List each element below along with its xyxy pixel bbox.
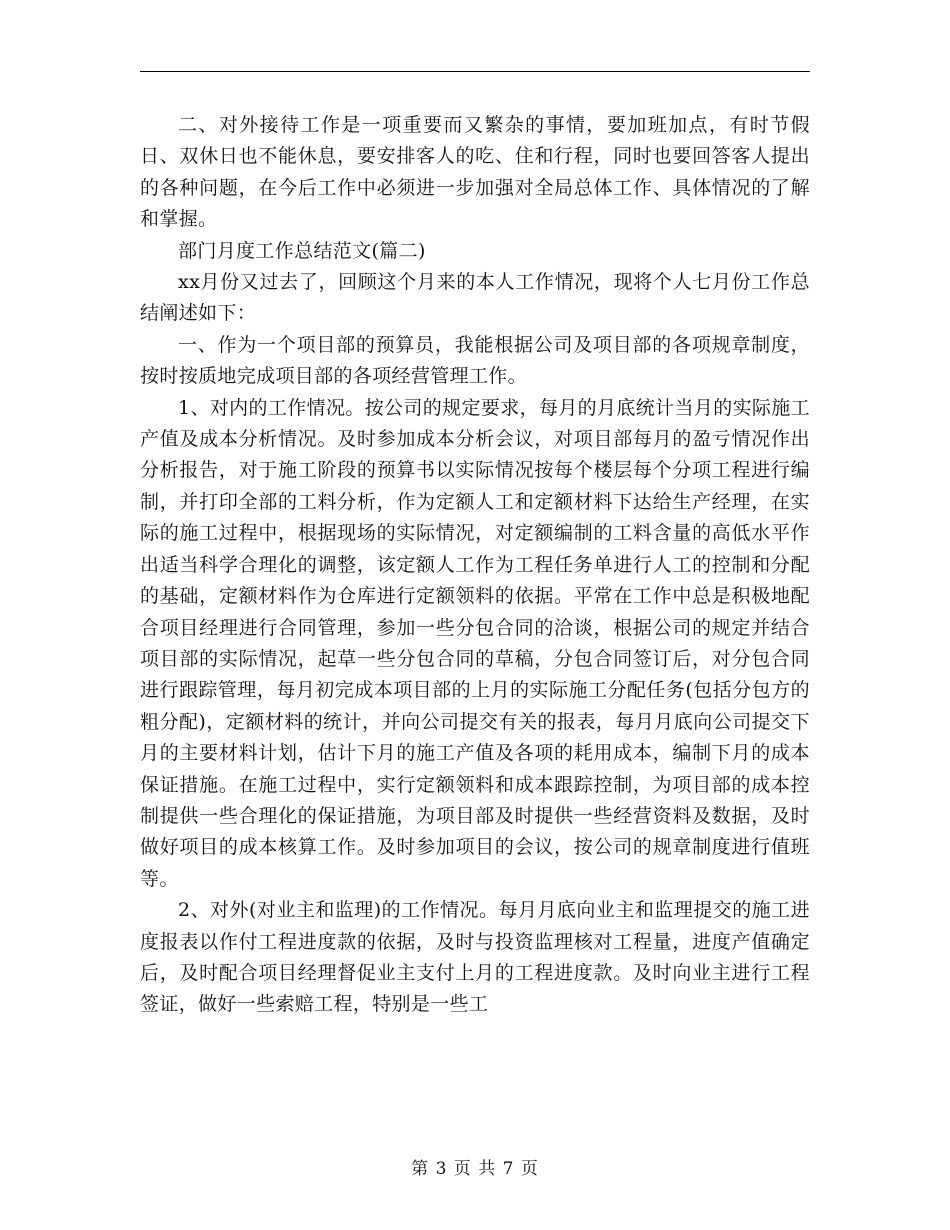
paragraph-external-work: 2、对外(对业主和监理)的工作情况。每月月底向业主和监理提交的施工进度报表以作付工程进度款的依据，及时与投资监理核对工程量，进度产值确定后，及时配合项目经理督促业主支付上月的工程进度款。及时向业主进行工程签证，做好一些索赔工程，特别是一些工 [140, 899, 810, 1016]
paragraph-reception-work: 二、对外接待工作是一项重要而又繁杂的事情，要加班加点，有时节假日、双休日也不能休息，要安排客人的吃、住和行程，同时也要回答客人提出的各种问题，在今后工作中必须进一步加强对全局总体工作、具体情况的了解和掌握。 [140, 114, 810, 231]
paragraph-role: 一、作为一个项目部的预算员，我能根据公司及项目部的各项规章制度，按时按质地完成项目部的各项经营管理工作。 [140, 333, 810, 388]
paragraph-intro: xx月份又过去了，回顾这个月来的本人工作情况，现将个人七月份工作总结阐述如下： [140, 271, 810, 325]
page-number-footer: 第 3 页 共 7 页 [411, 1159, 539, 1179]
document-body [140, 110, 810, 1021]
header-rule [140, 71, 810, 72]
section-heading: 部门月度工作总结范文(篇二) [178, 239, 426, 262]
paragraph-internal-work: 1、对内的工作情况。按公司的规定要求，每月的月底统计当月的实际施工产值及成本分析情况。及时参加成本分析会议，对项目部每月的盈亏情况作出分析报告，对于施工阶段的预算书以实际情况按每个楼层每个分项工程进行编制，并打印全部的工料分析，作为定额人工和定额材料下达给生产经理，在实际的施工过程中，根据现场的实际情况，对定额编制的工料含量的高低水平作出适当科学合理化的调整，该定额人工作为工程任务单进行人工的控制和分配的基础，定额材料作为仓库进行定额领料的依据。平常在工作中总是积极地配合项目经理进行合同管理，参加一些分包合同的洽谈，根据公司的规定并结合项目部的实际情况，起草一些分包合同的草稿，分包合同签订后，对分包合同进行跟踪管理，每月初完成本项目部的上月的实际施工分配任务(包括分包方的粗分配)，定额材料的统计，并向公司提交有关的报表，每月月底向公司提交下月的主要材料计划，估计下月的施工产值及各项的耗用成本，编制下月的成本保证措施。在施工过程中，实行定额领料和成本跟踪控制，为项目部的成本控制提供一些合理化的保证措施，为项目部及时提供一些经营资料及数据，及时做好项目的成本核算工作。及时参加项目的会议，按公司的规章制度进行值班等。 [140, 396, 810, 890]
